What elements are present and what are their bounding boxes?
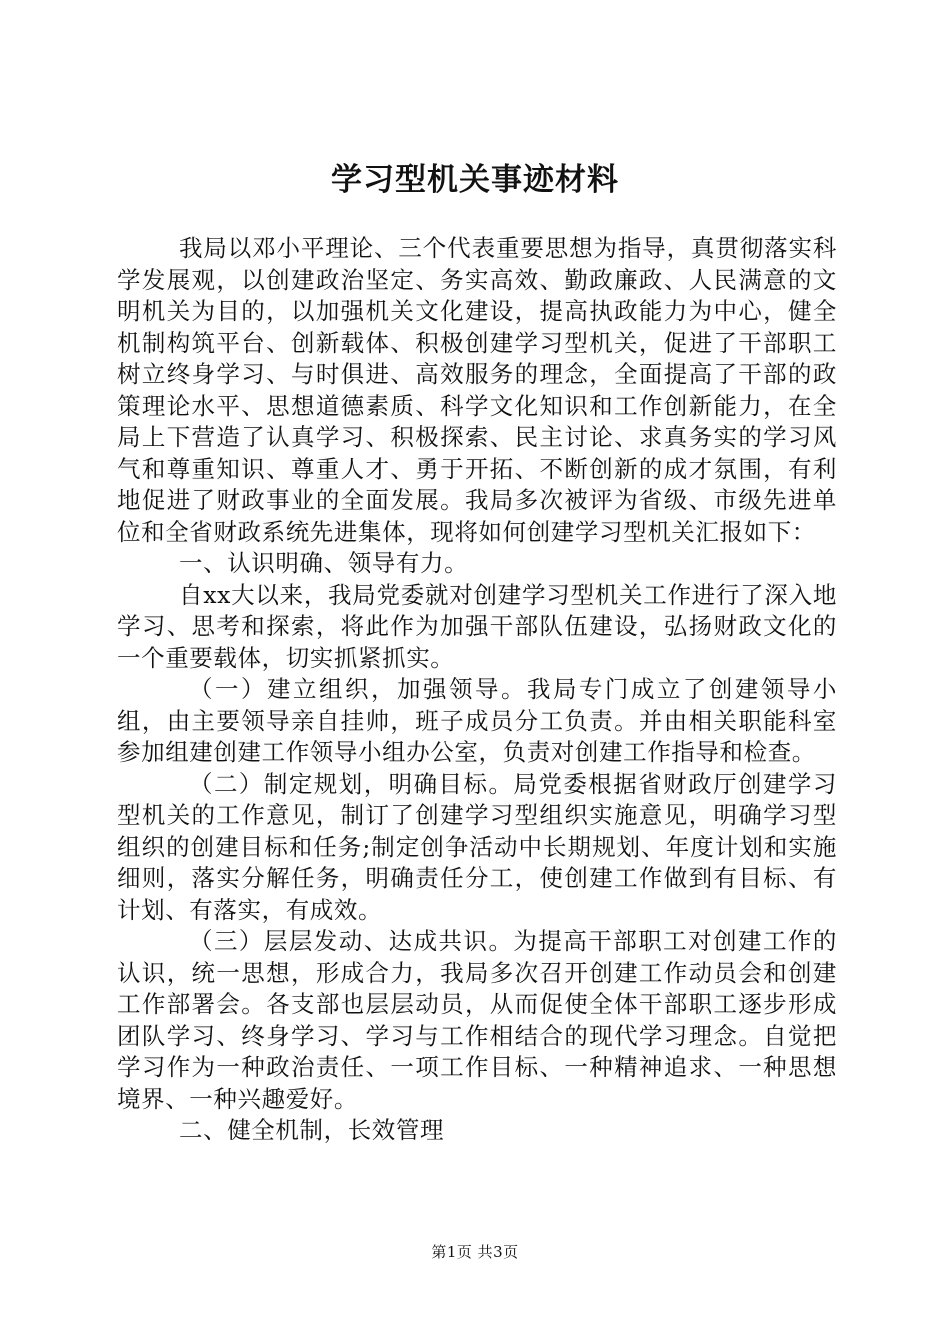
paragraph-intro: 我局以邓小平理论、三个代表重要思想为指导，真贯彻落实科学发展观，以创建政治坚定、务实高效、勤政廉政、人民满意的文明机关为目的，以加强机关文化建设，提高执政能力为中心，健全机制构筑平台、创新载体、积极创建学习型机关，促进了干部职工树立终身学习、与时俱进、高效服务的理念，全面提高了干部的政策理论水平、思想道德素质、科学文化知识和工作创新能力，在全局上下营造了认真学习、积极探索、民主讨论、求真务实的学习风气和尊重知识、尊重人才、勇于开拓、不断创新的成才氛围，有利地促进了财政事业的全面发展。我局多次被评为省级、市级先进单位和全省财政系统先进集体，现将如何创建学习型机关汇报如下： xyxy=(117,234,837,546)
paragraph-subsection-2: （二）制定规划，明确目标。局党委根据省财政厅创建学习型机关的工作意见，制订了创建学习型组织实施意见，明确学习型组织的创建目标和任务;制定创争活动中长期规划、年度计划和实施细则，落实分解任务，明确责任分工，使创建工作做到有目标、有计划、有落实，有成效。 xyxy=(117,769,837,924)
paragraph-section-1: 自xx大以来，我局党委就对创建学习型机关工作进行了深入地学习、思考和探索，将此作为加强干部队伍建设，弘扬财政文化的一个重要载体，切实抓紧抓实。 xyxy=(117,580,837,672)
document-title: 学习型机关事迹材料 xyxy=(331,162,619,198)
section-heading-2: 二、健全机制，长效管理 xyxy=(179,1116,445,1144)
paragraph-subsection-1: （一）建立组织，加强领导。我局专门成立了创建领导小组，由主要领导亲自挂帅，班子成员分工负责。并由相关职能科室参加组建创建工作领导小组办公室，负责对创建工作指导和检查。 xyxy=(117,675,837,766)
page-number-footer: 第1页 共3页 xyxy=(431,1243,519,1261)
paragraph-subsection-3: （三）层层发动、达成共识。为提高干部职工对创建工作的认识，统一思想，形成合力，我局多次召开创建工作动员会和创建工作部署会。各支部也层层动员，从而促使全体干部职工逐步形成团队学习、终身学习、学习与工作相结合的现代学习理念。自觉把学习作为一种政治责任、一项工作目标、一种精神追求、一种思想境界、一种兴趣爱好。 xyxy=(117,927,837,1113)
document-body xyxy=(117,233,837,1147)
section-heading-1: 一、认识明确、领导有力。 xyxy=(179,549,469,577)
